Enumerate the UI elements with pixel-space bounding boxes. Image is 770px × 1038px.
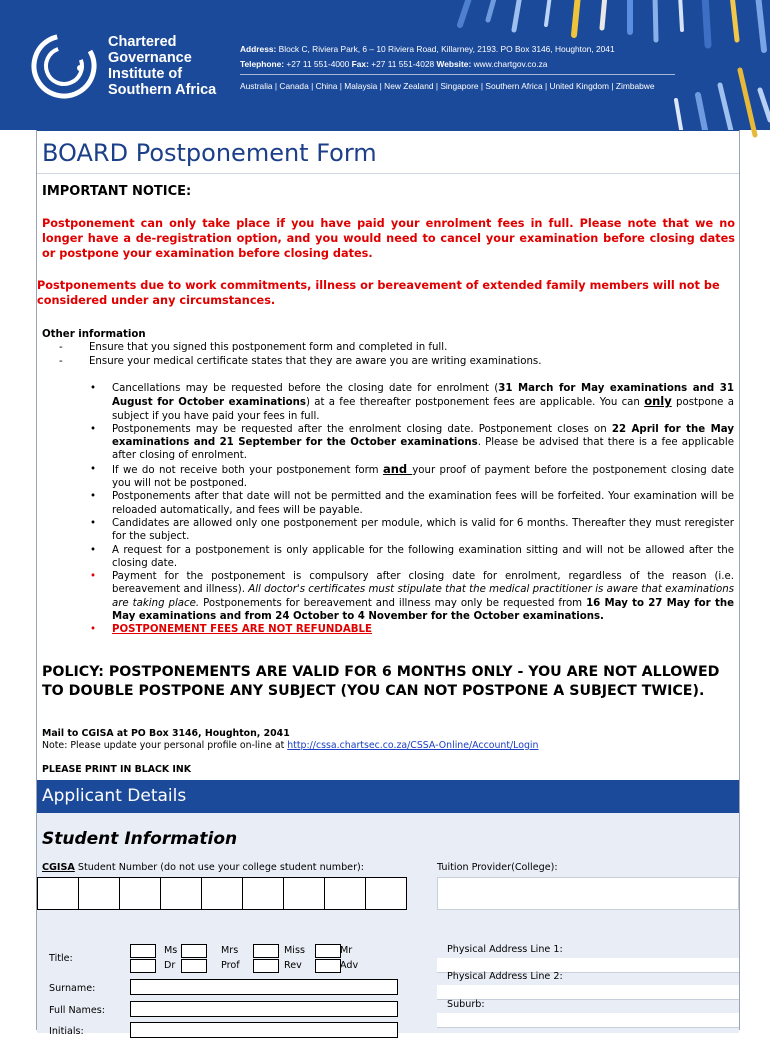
title-rev-label: Rev	[284, 960, 302, 971]
title-mrs-label: Mrs	[221, 945, 239, 956]
notice-paragraph-2: Postponements due to work commitments, illness or bereavement of extended family members will not be considered under any circumstances.	[37, 279, 720, 307]
rules-list	[87, 382, 734, 637]
other-item: - Ensure that you signed this postponement form and completed in full.	[42, 341, 732, 354]
notice-paragraph-1: Postponement can only take place if you have paid your enrolment fees in full. Please note that we no longer have a de-registration option, and you would need to cancel your examination before closing dates or postpone your examination before closing dates.	[42, 217, 735, 260]
title-prof-label: Prof	[221, 960, 240, 971]
rule-item: • Cancellations may be requested before the closing date for enrolment (31 March for May examinations and 31 August for October examinations) at a fee thereafter postponement fees are applicable. You can only postpone a subject if you have paid your fees in full.	[87, 382, 734, 423]
title-miss-checkbox[interactable]	[253, 944, 279, 958]
other-item: - Ensure your medical certificate states that they are aware you are writing examinations.	[42, 355, 732, 368]
org-line-1: Chartered	[108, 34, 177, 50]
fax-label: Fax:	[351, 59, 369, 69]
initials-input[interactable]	[130, 1022, 398, 1038]
form-title: BOARD Postponement Form	[42, 139, 377, 167]
title-ms-checkbox[interactable]	[130, 944, 156, 958]
student-number-digit[interactable]	[242, 877, 284, 910]
student-information-heading: Student Information	[42, 829, 238, 849]
profile-link[interactable]: http://cssa.chartsec.co.za/CSSA-Online/Account/Login	[287, 740, 539, 751]
title-miss-label: Miss	[284, 945, 305, 956]
physical-address-2-label: Physical Address Line 2:	[447, 971, 563, 982]
rule-item: • Payment for the postponement is compulsory after closing date for enrolment, regardless of the reason (i.e. bereavement and illness). All doctor's certificates must stipulate that the medical practitioner is aware that examinations are taking place. Postponements for bereavement and illness may only be requested from 16 May to 27 May for the May examinations and from 24 October to 4 November for the October examinations.	[87, 570, 734, 623]
fax-value: +27 11 551-4028	[371, 59, 435, 69]
applicant-details-bar	[37, 780, 739, 813]
student-number-digit[interactable]	[201, 877, 243, 910]
countries-list: Australia | Canada | China | Malaysia | New Zealand | Singapore | Southern Africa | United Kingdom | Zimbabwe	[240, 81, 655, 91]
telephone-value: +27 11 551-4000	[286, 59, 350, 69]
physical-address-2-input[interactable]	[437, 985, 739, 1000]
suburb-input[interactable]	[437, 1013, 739, 1028]
student-number-digit[interactable]	[119, 877, 161, 910]
rule-item: • Postponements may be requested after the enrolment closing date. Postponement closes on 22 April for the May examinations and 21 September for the October examinations. Please be advised that there is a fee applicable after closing of enrolment.	[87, 423, 734, 463]
website-label: Website:	[436, 59, 472, 69]
student-number-label: CGISA Student Number (do not use your college student number):	[42, 862, 365, 873]
student-number-digit[interactable]	[160, 877, 202, 910]
rule-item: • Candidates are allowed only one postponement per module, which is valid for 6 months. Thereafter they must reregister for the subject.	[87, 517, 734, 544]
physical-address-1-label: Physical Address Line 1:	[447, 944, 563, 955]
student-number-boxes	[37, 877, 406, 910]
other-information-heading: Other information	[42, 329, 146, 340]
tuition-provider-field[interactable]	[437, 877, 739, 910]
suburb-label: Suburb:	[447, 999, 485, 1010]
full-names-label: Full Names:	[49, 1005, 105, 1016]
important-notice-heading: IMPORTANT NOTICE:	[42, 184, 192, 199]
org-line-3: Institute of	[108, 66, 183, 82]
title-mr-label: Mr	[340, 945, 353, 956]
initials-label: Initials:	[49, 1026, 84, 1037]
student-number-digit[interactable]	[324, 877, 366, 910]
title-label: Title:	[49, 953, 73, 964]
full-names-input[interactable]	[130, 1001, 398, 1017]
student-number-digit[interactable]	[283, 877, 325, 910]
header-banner	[0, 0, 770, 130]
title-prof-checkbox[interactable]	[181, 959, 207, 973]
rule-item: • A request for a postponement is only applicable for the following examination sitting and will not be allowed after the closing date.	[87, 544, 734, 571]
cgisa-logo-icon	[30, 32, 98, 100]
title-rev-checkbox[interactable]	[253, 959, 279, 973]
website-value: www.chartgov.co.za	[473, 59, 548, 69]
rule-item: • POSTPONEMENT FEES ARE NOT REFUNDABLE	[87, 623, 734, 636]
profile-note: Note: Please update your personal profile on-line at	[42, 740, 288, 751]
title-mrs-checkbox[interactable]	[181, 944, 207, 958]
title-mr-checkbox[interactable]	[315, 944, 341, 958]
telephone-label: Telephone:	[240, 59, 285, 69]
address-label: Address:	[240, 44, 277, 54]
contact-divider	[240, 74, 675, 75]
surname-input[interactable]	[130, 979, 398, 995]
student-number-digit[interactable]	[365, 877, 407, 910]
other-information	[42, 328, 732, 368]
contact-details	[240, 42, 675, 94]
tuition-provider-label: Tuition Provider(College):	[437, 862, 558, 873]
student-number-digit[interactable]	[37, 877, 79, 910]
surname-label: Surname:	[49, 983, 96, 994]
title-dr-label: Dr	[164, 960, 176, 971]
student-number-digit[interactable]	[78, 877, 120, 910]
title-ms-label: Ms	[164, 945, 178, 956]
address-text: Block C, Riviera Park, 6 – 10 Riviera Road, Killarney, 2193. PO Box 3146, Houghton, 2041	[278, 44, 615, 54]
title-adv-checkbox[interactable]	[315, 959, 341, 973]
applicant-form	[37, 813, 739, 1037]
title-dr-checkbox[interactable]	[130, 959, 156, 973]
form-container	[36, 130, 740, 1037]
print-instruction: PLEASE PRINT IN BLACK INK	[42, 764, 191, 775]
org-line-2: Governance	[108, 50, 192, 66]
mail-address: Mail to CGISA at PO Box 3146, Houghton, 2041	[42, 728, 290, 739]
policy-statement: POLICY: POSTPONEMENTS ARE VALID FOR 6 MONTHS ONLY - YOU ARE NOT ALLOWED TO DOUBLE POSTPONE ANY SUBJECT (YOU CAN NOT POSTPONE A SUBJECT TWICE).	[42, 664, 720, 699]
applicant-details-heading: Applicant Details	[42, 786, 187, 806]
title-adv-label: Adv	[340, 960, 359, 971]
org-line-4: Southern Africa	[108, 82, 217, 98]
rule-item: • If we do not receive both your postponement form and your proof of payment before the postponement closing date you will not be postponed.	[87, 463, 734, 491]
rule-item: • Postponements after that date will not be permitted and the examination fees will be forfeited. Your examination will be reloaded automatically, and fees will be payable.	[87, 490, 734, 517]
organisation-name	[108, 34, 216, 98]
mail-instructions	[42, 728, 538, 752]
form-title-bar	[37, 130, 739, 174]
